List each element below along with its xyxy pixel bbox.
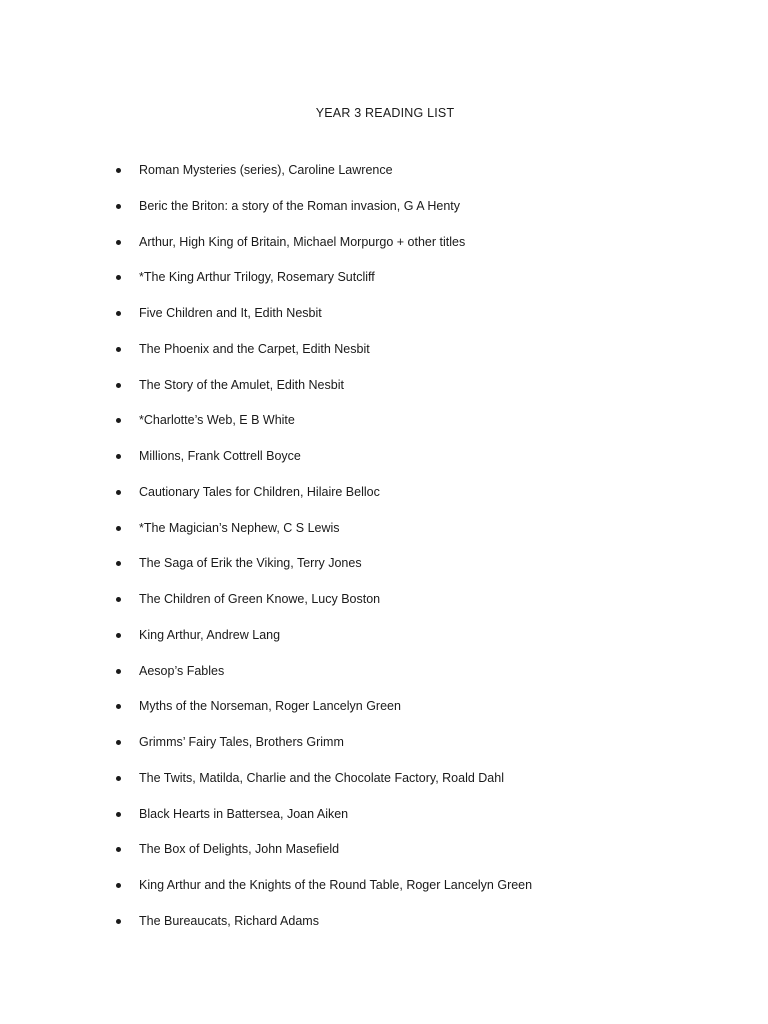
list-item [116, 233, 532, 269]
list-item [116, 840, 532, 876]
list-item [116, 590, 532, 626]
bullet-icon [116, 883, 121, 888]
list-item-text: Grimms’ Fairy Tales, Brothers Grimm [139, 735, 344, 749]
bullet-icon [116, 454, 121, 459]
list-item [116, 304, 532, 340]
list-item-text: Myths of the Norseman, Roger Lancelyn Green [139, 699, 401, 714]
bullet-icon [116, 347, 121, 352]
bullet-icon [116, 919, 121, 924]
list-item [116, 161, 532, 197]
bullet-icon [116, 704, 121, 709]
bullet-icon [116, 812, 121, 817]
list-item-text: King Arthur and the Knights of the Round Table, Roger Lancelyn Green [139, 878, 533, 892]
bullet-icon [116, 526, 121, 531]
list-item-text: The Phoenix and the Carpet, Edith Nesbit [139, 341, 370, 356]
list-item [116, 876, 532, 912]
list-item [116, 519, 532, 555]
list-item [116, 697, 532, 733]
list-item [116, 197, 532, 233]
list-item [116, 805, 532, 841]
list-item [116, 554, 532, 590]
list-item-text: The Saga of Erik the Viking, Terry Jones [139, 556, 362, 571]
list-item [116, 912, 532, 948]
list-item-text: Black Hearts in Battersea, Joan Aiken [139, 806, 349, 821]
list-item-text: The Twits, Matilda, Charlie and the Chocolate Factory, Roald Dahl [139, 770, 504, 785]
bullet-icon [116, 740, 121, 745]
bullet-icon [116, 669, 121, 674]
list-item [116, 447, 532, 483]
list-item-text: Roman Mysteries (series), Caroline Lawrence [139, 163, 393, 177]
bullet-icon [116, 204, 121, 209]
bullet-icon [116, 561, 121, 566]
list-item [116, 411, 532, 447]
list-item [116, 376, 532, 412]
list-item-text: Millions, Frank Cottrell Boyce [139, 449, 301, 463]
bullet-icon [116, 275, 121, 280]
bullet-icon [116, 847, 121, 852]
list-item [116, 483, 532, 519]
bullet-icon [116, 490, 121, 495]
bullet-icon [116, 597, 121, 602]
bullet-icon [116, 418, 121, 423]
list-item [116, 733, 532, 769]
list-item [116, 340, 532, 376]
list-item-text: Beric the Briton: a story of the Roman invasion, G A Henty [139, 198, 460, 213]
list-item-text: Cautionary Tales for Children, Hilaire Belloc [139, 484, 380, 499]
list-item-text: *The Magician’s Nephew, C S Lewis [139, 520, 340, 535]
list-item-text: Five Children and It, Edith Nesbit [139, 306, 322, 320]
document-title: YEAR 3 READING LIST [315, 106, 455, 120]
bullet-icon [116, 240, 121, 245]
reading-list [116, 161, 532, 948]
list-item-text: *The King Arthur Trilogy, Rosemary Sutcliff [139, 270, 375, 285]
list-item-text: The Story of the Amulet, Edith Nesbit [139, 377, 344, 392]
bullet-icon [116, 311, 121, 316]
bullet-icon [116, 168, 121, 173]
list-item [116, 268, 532, 304]
list-item [116, 626, 532, 662]
bullet-icon [116, 383, 121, 388]
bullet-icon [116, 633, 121, 638]
list-item [116, 769, 532, 805]
list-item-text: Arthur, High King of Britain, Michael Morpurgo + other titles [139, 234, 466, 249]
list-item-text: The Box of Delights, John Masefield [139, 842, 340, 857]
list-item-text: Aesop’s Fables [139, 663, 225, 678]
list-item-text: King Arthur, Andrew Lang [139, 627, 281, 642]
bullet-icon [116, 776, 121, 781]
list-item-text: *Charlotte’s Web, E B White [139, 413, 295, 428]
list-item-text: The Children of Green Knowe, Lucy Boston [139, 592, 381, 606]
list-item-text: The Bureaucats, Richard Adams [139, 913, 319, 928]
list-item [116, 662, 532, 698]
